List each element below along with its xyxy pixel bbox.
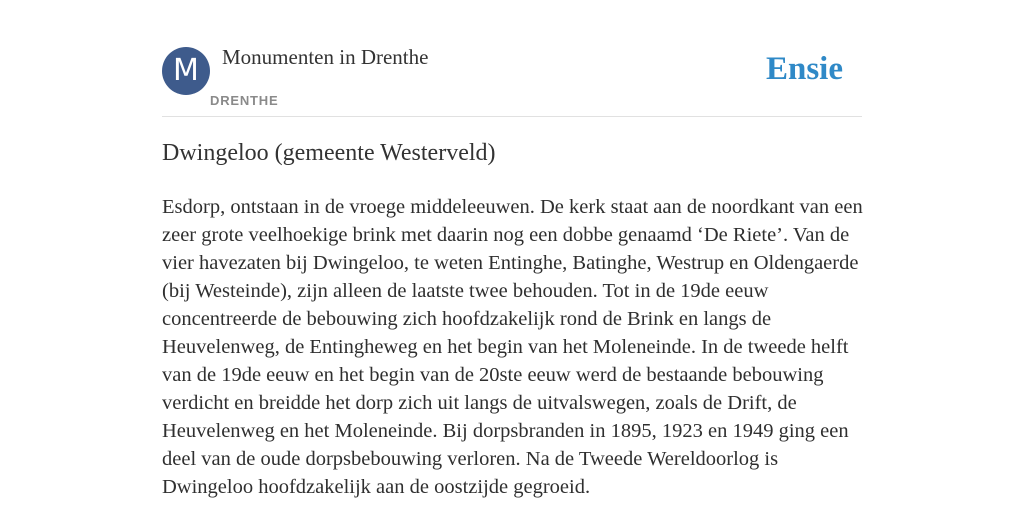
entry-card bbox=[162, 0, 863, 498]
entry-title: Dwingeloo (gemeente Westerveld) bbox=[162, 140, 496, 166]
category-label[interactable]: DRENTHE bbox=[210, 93, 279, 108]
avatar[interactable]: M bbox=[162, 47, 210, 95]
entry-body: Esdorp, ontstaan in de vroege middeleeuwen. De kerk staat aan de noordkant van een zeer grote veelhoekige brink met daarin nog een dobbe genaamd ‘De Riete’. Van de vier havezaten bij Dwingeloo, te weten Entinghe, Batinghe, Westrup en Oldengaerde (bij Westeinde), zijn alleen de laatste twee behouden. Tot in de 19de eeuw concentreerde de bebouwing zich hoofdzakelijk rond de Brink en langs de Heuvelenweg, de Entingheweg en het begin van het Moleneinde. In de tweede helft van de 19de eeuw en het begin van de 20ste eeuw werd de bestaande bebouwing verdicht en breidde het dorp zich uit langs de uitvalswegen, zoals de Drift, de Heuvelenweg en het Moleneinde. Bij dorpsbranden in 1895, 1923 en 1949 ging een deel van de oude dorpsbebouwing verloren. Na de Tweede Wereldoorlog is Dwingeloo hoofdzakelijk aan de oostzijde gegroeid. bbox=[162, 196, 863, 498]
brand-logo[interactable]: Ensie bbox=[765, 51, 843, 87]
card-header bbox=[162, 0, 862, 117]
book-title-link[interactable]: Monumenten in Drenthe bbox=[222, 45, 429, 69]
